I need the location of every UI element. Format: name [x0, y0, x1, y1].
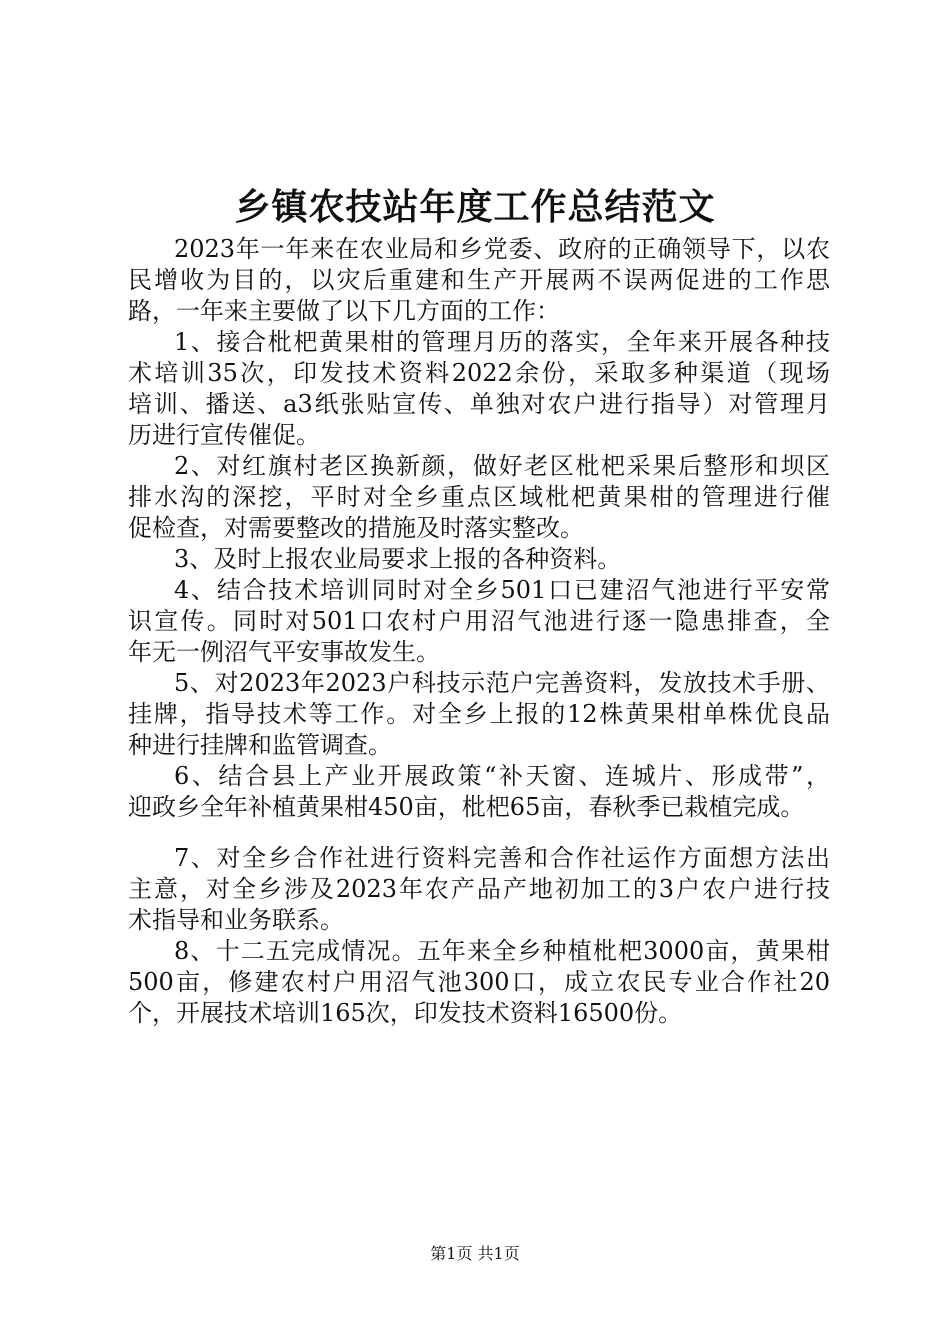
text-line: 年无一例沼气平安事故发生。 — [128, 638, 440, 666]
text-line: 术指导和业务联系。 — [128, 906, 344, 934]
paragraph — [128, 843, 830, 936]
text-line: 5、对2023年2023户科技示范户完善资料，发放技术手册、 — [174, 669, 830, 697]
text-line: 识宣传。同时对501口农村户用沼气池进行逐一隐患排查，全 — [128, 607, 830, 635]
paragraph — [128, 544, 830, 575]
text-line: 500亩，修建农村户用沼气池300口，成立农民专业合作社20 — [128, 968, 830, 996]
paragraph — [128, 234, 830, 327]
paragraph — [128, 936, 830, 1029]
text-line: 挂牌，指导技术等工作。对全乡上报的12株黄果柑单株优良品 — [128, 700, 830, 728]
text-line: 1、接合枇杷黄果柑的管理月历的落实，全年来开展各种技 — [174, 328, 830, 356]
text-line: 6、结合县上产业开展政策“补天窗、连城片、形成带”， — [174, 762, 830, 790]
blank-line — [128, 823, 830, 843]
text-line: 7、对全乡合作社进行资料完善和合作社运作方面想方法出 — [174, 844, 830, 872]
paragraph — [128, 761, 830, 823]
paragraph — [128, 668, 830, 761]
document-body — [128, 234, 830, 1029]
text-line: 种进行挂牌和监管调查。 — [128, 731, 392, 759]
text-line: 路，一年来主要做了以下几方面的工作： — [128, 297, 560, 325]
document-title: 乡镇农技站年度工作总结范文 — [234, 187, 716, 228]
text-line: 排水沟的深挖，平时对全乡重点区域枇杷黄果柑的管理进行催 — [128, 483, 830, 511]
text-line: 迎政乡全年补植黄果柑450亩，枇杷65亩，春秋季已栽植完成。 — [128, 793, 805, 821]
text-line: 历进行宣传催促。 — [128, 421, 320, 449]
text-line: 主意，对全乡涉及2023年农产品产地初加工的3户农户进行技 — [128, 875, 830, 903]
text-line: 3、及时上报农业局要求上报的各种资料。 — [174, 545, 622, 573]
text-line: 术培训35次，印发技术资料2022余份，采取多种渠道（现场 — [128, 359, 830, 387]
text-line: 民增收为目的，以灾后重建和生产开展两不误两促进的工作思 — [128, 266, 830, 294]
page-footer: 第1页 共1页 — [430, 1244, 520, 1263]
paragraph — [128, 451, 830, 544]
text-line: 4、结合技术培训同时对全乡501口已建沼气池进行平安常 — [174, 576, 830, 604]
text-line: 8、十二五完成情况。五年来全乡种植枇杷3000亩，黄果柑 — [174, 937, 830, 965]
paragraph — [128, 327, 830, 451]
paragraph — [128, 575, 830, 668]
text-line: 促检查，对需要整改的措施及时落实整改。 — [128, 514, 584, 542]
text-line: 2023年一年来在农业局和乡党委、政府的正确领导下，以农 — [174, 235, 830, 263]
text-line: 2、对红旗村老区换新颜，做好老区枇杷采果后整形和坝区 — [174, 452, 830, 480]
text-line: 培训、播送、a3纸张贴宣传、单独对农户进行指导）对管理月 — [128, 390, 830, 418]
text-line: 个，开展技术培训165次，印发技术资料16500份。 — [128, 999, 683, 1027]
